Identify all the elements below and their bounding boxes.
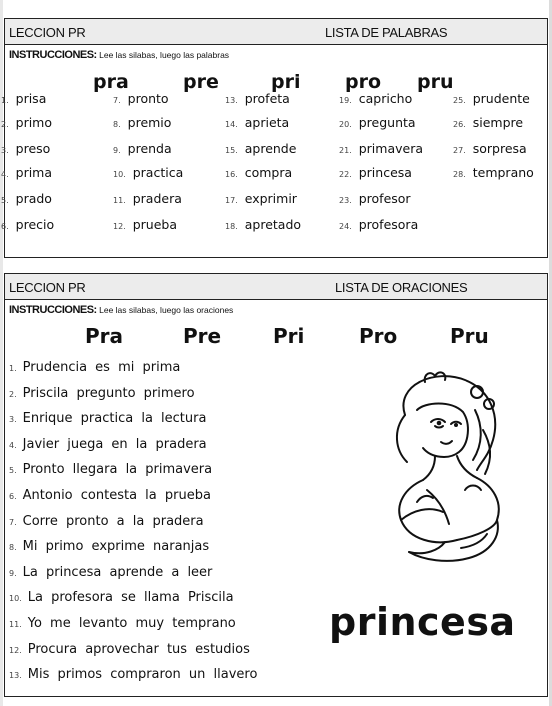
- syllable-pro: pro: [345, 71, 382, 93]
- word-number: 14.: [225, 120, 238, 129]
- word-number: 26.: [453, 120, 466, 129]
- lesson-title: LECCION PR: [9, 25, 86, 40]
- word-text: precio: [15, 217, 55, 232]
- word-number: 27.: [453, 146, 466, 155]
- word-text: capricho: [358, 91, 413, 106]
- word-number: 15.: [225, 146, 238, 155]
- sentence-number: 1.: [9, 364, 17, 373]
- sentence-text: Pronto llegara la primavera: [22, 462, 213, 478]
- word-text: premio: [127, 115, 172, 130]
- sentence-number: 12.: [9, 645, 22, 655]
- word-item: [339, 191, 411, 206]
- picture-word: princesa: [329, 600, 516, 644]
- word-text: primo: [15, 115, 53, 130]
- word-item: [1, 217, 54, 232]
- word-text: primavera: [358, 141, 424, 156]
- syllable-Pra: Pra: [85, 324, 124, 348]
- word-number: 12.: [113, 222, 126, 231]
- syllable-pru: pru: [417, 71, 454, 93]
- word-item: [113, 217, 177, 232]
- word-text: sorpresa: [472, 141, 527, 156]
- word-item: [453, 141, 527, 156]
- word-number: 5.: [1, 196, 9, 205]
- word-number: 13.: [225, 96, 238, 105]
- word-item: [453, 115, 523, 130]
- sentence-item: [9, 539, 209, 554]
- word-item: [453, 165, 534, 180]
- word-number: 6.: [1, 222, 9, 231]
- word-number: 28.: [453, 170, 466, 179]
- word-item: [113, 91, 169, 106]
- sentence-text: Javier juega en la pradera: [22, 436, 207, 452]
- word-text: temprano: [472, 165, 534, 180]
- sentence-number: 11.: [9, 620, 22, 629]
- syllable-Pro: Pro: [359, 324, 398, 348]
- instructions-label-2: INSTRUCCIONES:: [9, 304, 97, 316]
- sentence-number: 8.: [9, 543, 17, 553]
- word-item: [1, 91, 46, 106]
- instructions-text: Lee las silabas, luego las palabras: [99, 50, 230, 60]
- word-number: 22.: [339, 170, 352, 179]
- sentence-number: 3.: [9, 415, 17, 425]
- sentence-item: [9, 462, 212, 477]
- sentence-text: Yo me levanto muy temprano: [27, 616, 236, 631]
- word-text: pradera: [132, 191, 182, 206]
- sentence-text: Prudencia es mi prima: [22, 360, 181, 375]
- word-number: 4.: [1, 170, 9, 179]
- word-number: 25.: [453, 96, 466, 105]
- sentence-text: Priscila pregunto primero: [22, 385, 195, 401]
- word-number: 3.: [1, 146, 9, 155]
- word-item: [339, 115, 416, 130]
- word-item: [225, 165, 292, 180]
- sentence-item: [9, 590, 234, 605]
- sentence-text: Corre pronto a la pradera: [22, 513, 204, 529]
- word-item: [113, 115, 171, 130]
- word-item: [453, 91, 530, 106]
- word-number: 10.: [113, 170, 126, 179]
- word-number: 1.: [1, 96, 9, 105]
- word-text: prima: [15, 165, 53, 180]
- sentence-item: [9, 488, 211, 503]
- sentence-item: [9, 411, 206, 426]
- word-list-section: [1, 18, 548, 258]
- word-text: profeta: [244, 91, 290, 106]
- sentence-text: Mi primo exprime naranjas: [22, 539, 210, 555]
- word-item: [225, 217, 301, 232]
- word-number: 19.: [339, 96, 352, 105]
- word-number: 24.: [339, 222, 352, 231]
- sentence-list-header: [5, 274, 547, 300]
- word-item: [113, 141, 172, 156]
- sentence-list-section: [4, 273, 548, 697]
- word-item: [339, 217, 418, 232]
- word-text: exprimir: [244, 191, 297, 206]
- word-text: preso: [15, 141, 51, 156]
- word-item: [339, 91, 412, 106]
- word-number: 11.: [113, 196, 126, 205]
- word-number: 17.: [225, 196, 238, 205]
- sentence-instructions: [9, 304, 233, 316]
- sentence-list-title: LISTA DE ORACIONES: [335, 280, 468, 295]
- sentence-number: 10.: [9, 594, 22, 604]
- syllable-Pri: Pri: [273, 324, 305, 348]
- word-item: [225, 191, 297, 206]
- sentence-number: 13.: [9, 671, 22, 681]
- sentence-number: 5.: [9, 466, 17, 476]
- word-text: aprieta: [244, 115, 290, 130]
- sentence-text: La profesora se llama Priscila: [27, 590, 234, 606]
- word-text: aprende: [244, 141, 297, 156]
- word-item: [225, 115, 289, 130]
- word-number: 9.: [113, 146, 121, 155]
- sentence-text: Antonio contesta la prueba: [22, 488, 211, 503]
- sentence-item: [9, 565, 212, 580]
- sentence-item: [9, 616, 236, 631]
- word-text: princesa: [358, 165, 412, 180]
- sentence-number: 6.: [9, 492, 17, 501]
- word-text: prado: [15, 191, 52, 206]
- syllable-pra: pra: [93, 71, 129, 93]
- word-number: 21.: [339, 146, 352, 155]
- word-item: [1, 141, 50, 156]
- word-item: [1, 115, 52, 130]
- sentence-item: [9, 667, 257, 682]
- word-number: 7.: [113, 96, 121, 105]
- word-list-title: LISTA DE PALABRAS: [325, 25, 448, 40]
- sentence-text: Mis primos compraron un llavero: [27, 667, 258, 683]
- sentence-text: Procura aprovechar tus estudios: [27, 641, 250, 657]
- word-text: siempre: [472, 115, 524, 130]
- word-text: profesor: [358, 191, 411, 206]
- sentence-number: 9.: [9, 568, 17, 578]
- word-item: [1, 165, 52, 180]
- word-item: [113, 191, 182, 206]
- sentence-item: [9, 386, 195, 401]
- word-instructions: [9, 49, 229, 61]
- sentence-item: [9, 642, 250, 657]
- word-item: [113, 165, 183, 180]
- word-text: profesora: [358, 217, 419, 232]
- instructions-label: INSTRUCCIONES:: [9, 49, 97, 61]
- word-text: prudente: [472, 91, 530, 106]
- sentence-item: [9, 437, 207, 452]
- word-number: 2.: [1, 120, 9, 129]
- word-text: prenda: [127, 141, 172, 156]
- word-text: pregunta: [358, 115, 416, 130]
- word-text: prisa: [15, 91, 47, 106]
- word-item: [225, 91, 290, 106]
- word-list-header: [5, 19, 547, 45]
- sentence-text: Enrique practica la lectura: [22, 411, 207, 427]
- syllable-pre: pre: [183, 71, 219, 93]
- sentence-number: 2.: [9, 389, 17, 399]
- word-number: 20.: [339, 120, 352, 129]
- word-text: apretado: [244, 217, 302, 232]
- lesson-title-2: LECCION PR: [9, 280, 86, 295]
- word-item: [339, 165, 412, 180]
- sentence-item: [9, 514, 204, 529]
- word-number: 23.: [339, 196, 352, 205]
- syllable-Pru: Pru: [450, 324, 489, 348]
- princess-illustration: [365, 370, 515, 570]
- sentence-number: 4.: [9, 440, 17, 450]
- word-item: [225, 141, 296, 156]
- word-number: 8.: [113, 120, 121, 129]
- word-text: pronto: [127, 91, 169, 106]
- word-text: practica: [132, 165, 184, 180]
- word-number: 16.: [225, 170, 238, 179]
- word-item: [339, 141, 423, 156]
- word-item: [1, 191, 52, 206]
- instructions-text-2: Lee las silabas, luego las oraciones: [99, 305, 234, 315]
- word-text: prueba: [132, 217, 178, 232]
- word-number: 18.: [225, 222, 238, 231]
- sentence-number: 7.: [9, 517, 17, 527]
- sentence-item: [9, 360, 180, 375]
- syllable-pri: pri: [271, 71, 301, 93]
- syllable-Pre: Pre: [183, 324, 222, 348]
- word-text: compra: [244, 165, 293, 180]
- sentence-text: La princesa aprende a leer: [22, 564, 213, 580]
